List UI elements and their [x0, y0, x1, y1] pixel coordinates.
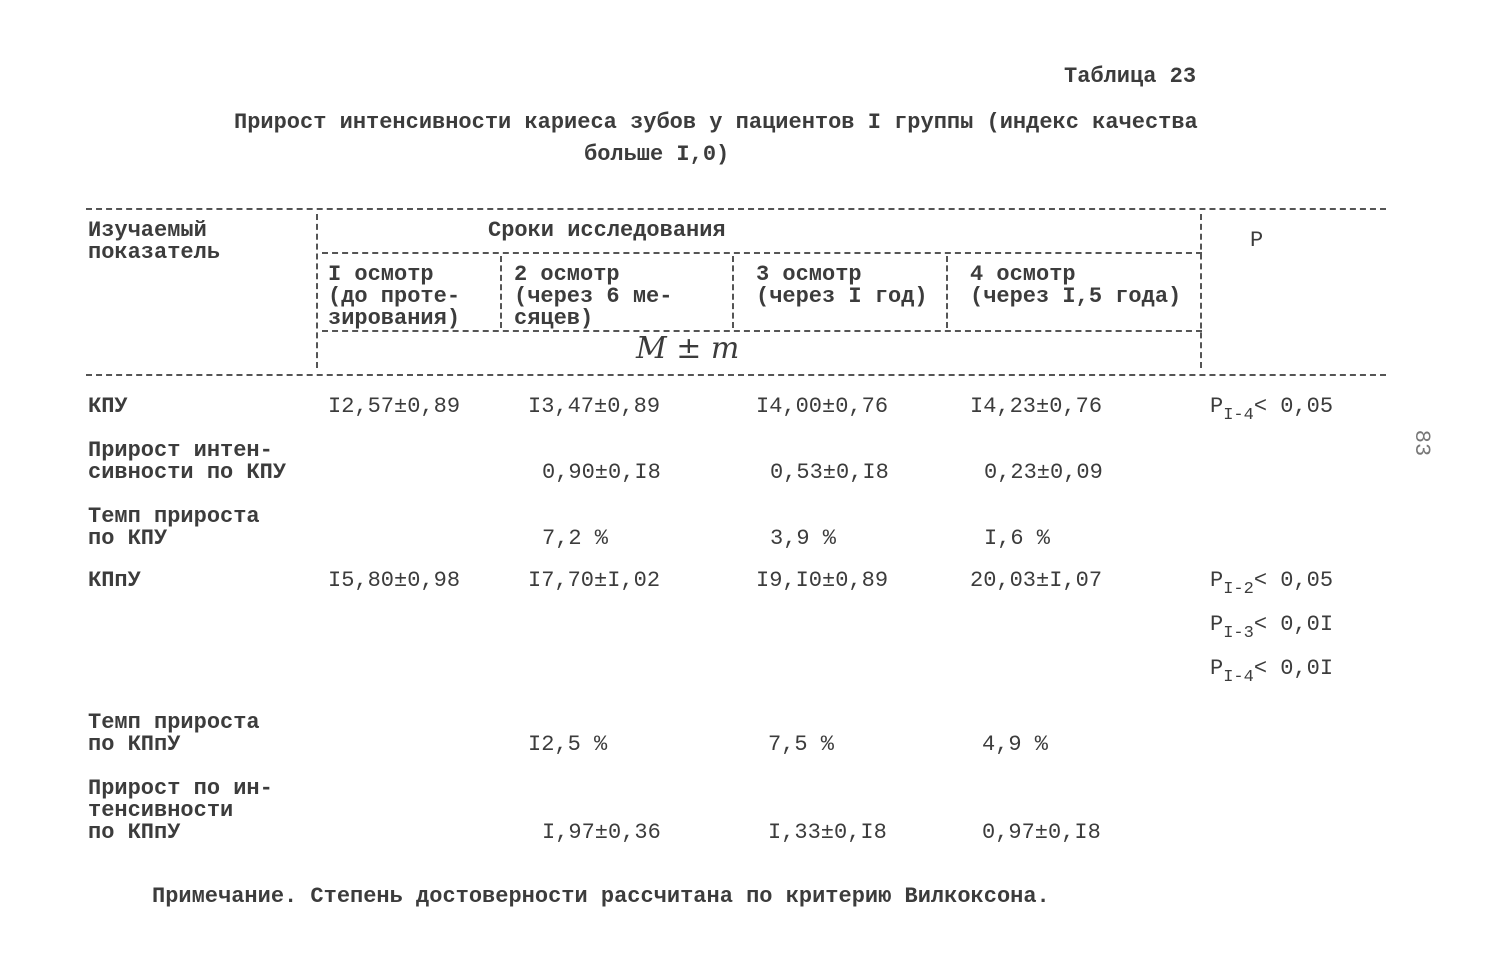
row-kpu-label: КПУ — [88, 394, 128, 419]
table-top-rule — [86, 208, 1386, 210]
row-kpu-rate-c3: 3,9 % — [770, 526, 837, 551]
row-kppu-rate-c3: 7,5 % — [768, 732, 835, 757]
p-value: $P_{I-2}< 0,05$ — [1210, 568, 1334, 599]
p-value: $P_{I-4}< 0,05$ — [1210, 394, 1334, 425]
header-col4-line-2: (через I,5 года) — [970, 284, 1182, 309]
row-kppu-c1: I5,80±0,98 — [328, 568, 461, 593]
header-indicator-line-2: показатель — [88, 240, 221, 265]
header-mean-pm: M ± m — [636, 331, 740, 366]
header-periods: Сроки исследования — [488, 218, 726, 243]
row-kppu-label: КПпУ — [88, 568, 141, 593]
row-kppu-rate-c4: 4,9 % — [982, 732, 1049, 757]
row-kpu-rate-c2: 7,2 % — [542, 526, 609, 551]
periods-rule — [322, 252, 1202, 254]
row-kpu-c3: I4,00±0,76 — [756, 394, 889, 419]
table-title-line-1: Прирост интенсивности кариеса зубов у пациентов I группы (индекс качества — [234, 110, 1198, 135]
row-kppu-c3: I9,I0±0,89 — [756, 568, 889, 593]
row-kpu-growth-c2: 0,90±0,I8 — [542, 460, 661, 485]
row-kppu-growth-c2: I,97±0,36 — [542, 820, 661, 845]
row-kpu-growth-label-2: сивности по КПУ — [88, 460, 287, 485]
row-kpu-c2: I3,47±0,89 — [528, 394, 661, 419]
header-col4-line-1: 4 осмотр — [970, 262, 1076, 287]
header-col2-line-3: сяцев) — [514, 306, 594, 331]
header-col3-line-1: 3 осмотр — [756, 262, 862, 287]
header-col3-line-2: (через I год) — [756, 284, 928, 309]
header-divider-col2 — [500, 256, 502, 328]
row-kppu-growth-label-3: по КПпУ — [88, 820, 181, 845]
row-kppu-c4: 20,03±I,07 — [970, 568, 1103, 593]
table-note: Примечание. Степень достоверности рассчитана по критерию Вилкоксона. — [152, 884, 1050, 909]
row-kppu-growth-c4: 0,97±0,I8 — [982, 820, 1101, 845]
header-col2-line-2: (через 6 ме- — [514, 284, 673, 309]
header-p: P — [1250, 228, 1264, 253]
row-kpu-c1: I2,57±0,89 — [328, 394, 461, 419]
header-bottom-rule — [86, 374, 1386, 376]
header-divider-left — [316, 214, 318, 368]
row-kpu-rate-label-1: Темп прироста — [88, 504, 260, 529]
row-kppu-rate-label-2: по КПпУ — [88, 732, 181, 757]
row-kpu-c4: I4,23±0,76 — [970, 394, 1103, 419]
header-indicator-line-1: Изучаемый — [88, 218, 207, 243]
header-divider-col4 — [946, 256, 948, 328]
row-kppu-c2: I7,70±I,02 — [528, 568, 661, 593]
row-kppu-growth-label-1: Прирост по ин- — [88, 776, 273, 801]
header-col1-line-3: зирования) — [328, 306, 461, 331]
row-kpu-growth-c3: 0,53±0,I8 — [770, 460, 889, 485]
table-title-line-2: больше I,0) — [584, 142, 730, 167]
row-kpu-growth-label-1: Прирост интен- — [88, 438, 273, 463]
p-value: $P_{I-4}< 0,0I$ — [1210, 656, 1334, 687]
row-kppu-growth-c3: I,33±0,I8 — [768, 820, 887, 845]
header-col2-line-1: 2 осмотр — [514, 262, 620, 287]
row-kpu-rate-c4: I,6 % — [984, 526, 1051, 551]
row-kpu-rate-label-2: по КПУ — [88, 526, 168, 551]
table-label: Таблица 23 — [1064, 64, 1197, 89]
row-kppu-rate-c2: I2,5 % — [528, 732, 608, 757]
header-col1-line-2: (до проте- — [328, 284, 461, 309]
row-kppu-rate-label-1: Темп прироста — [88, 710, 260, 735]
row-kpu-growth-c4: 0,23±0,09 — [984, 460, 1103, 485]
header-divider-col3 — [732, 256, 734, 328]
p-value: $P_{I-3}< 0,0I$ — [1210, 612, 1334, 643]
page-number: 83 — [1409, 429, 1435, 457]
header-divider-right — [1200, 214, 1202, 368]
header-col1-line-1: I осмотр — [328, 262, 434, 287]
row-kppu-growth-label-2: тенсивности — [88, 798, 234, 823]
